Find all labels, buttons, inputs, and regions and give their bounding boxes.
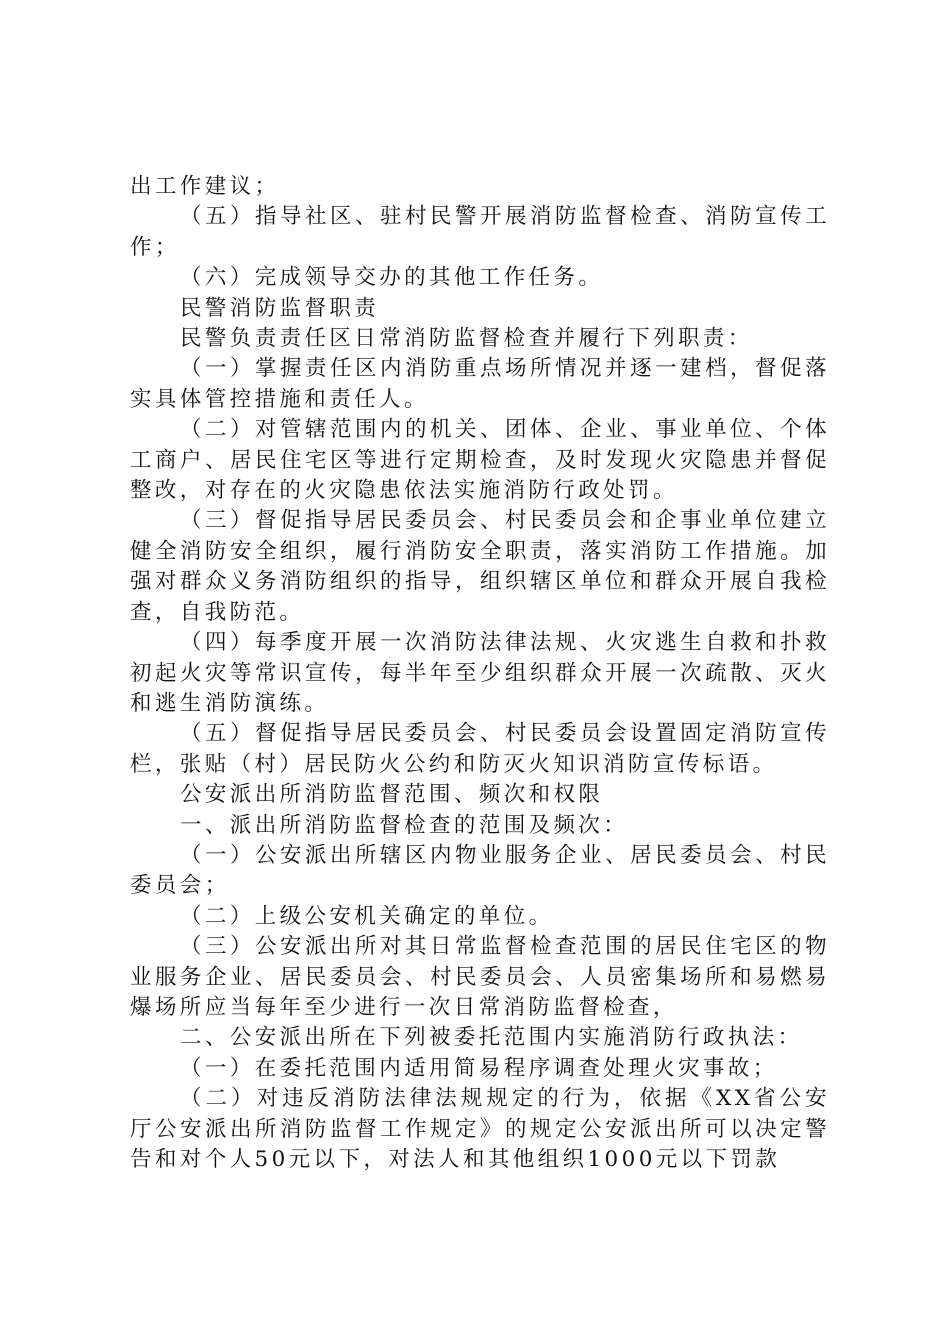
paragraph-12: 一、派出所消防监督检查的范围及频次：	[180, 812, 629, 838]
paragraph-16: 二、公安派出所在下列被委托范围内实施消防行政执法：	[180, 1025, 803, 1051]
paragraph-8: （三）督促指导居民委员会、村民委员会和企事业单位建立健全消防安全组织，履行消防安全职责，落实消防工作措施。加强对群众义务消防组织的指导，组织辖区单位和群众开展自我检查，自我防范。	[130, 508, 830, 625]
paragraph-9: （四）每季度开展一次消防法律法规、火灾逃生自救和扑救初起火灾等常识宣传，每半年至少组织群众开展一次疏散、灭火和逃生消防演练。	[130, 630, 830, 716]
document-page	[130, 172, 830, 1175]
paragraph-7: （二）对管辖范围内的机关、团体、企业、事业单位、个体工商户、居民住宅区等进行定期检查，及时发现火灾隐患并督促整改，对存在的火灾隐患依法实施消防行政处罚。	[130, 417, 830, 504]
paragraph-6: （一）掌握责任区内消防重点场所情况并逐一建档，督促落实具体管控措施和责任人。	[130, 356, 830, 412]
paragraph-10: （五）督促指导居民委员会、村民委员会设置固定消防宣传栏，张贴（村）居民防火公约和防灭火知识消防宣传标语。	[130, 721, 830, 777]
section-heading-police-duties: 民警消防监督职责	[180, 295, 380, 321]
paragraph-18: （二）对违反消防法律法规规定的行为，依据《XX省公安厅公安派出所消防监督工作规定》的规定公安派出所可以决定警告和对个人50元以下，对法人和其他组织1000元以下罚款	[130, 1086, 830, 1172]
paragraph-3: （六）完成领导交办的其他工作任务。	[180, 265, 604, 291]
paragraph-13: （一）公安派出所辖区内物业服务企业、居民委员会、村民委员会；	[130, 842, 830, 899]
paragraph-14: （二）上级公安机关确定的单位。	[180, 903, 554, 929]
paragraph-15: （三）公安派出所对其日常监督检查范围的居民住宅区的物业服务企业、居民委员会、村民委员会、人员密集场所和易燃易爆场所应当每年至少进行一次日常消防监督检查，	[130, 934, 830, 1020]
paragraph-1: 出工作建议；	[130, 174, 280, 199]
section-heading-station-scope: 公安派出所消防监督范围、频次和权限	[180, 782, 604, 808]
paragraph-2: （五）指导社区、驻村民警开展消防监督检查、消防宣传工作；	[130, 204, 830, 260]
paragraph-5: 民警负责责任区日常消防监督检查并履行下列职责：	[180, 326, 753, 352]
paragraph-17: （一）在委托范围内适用简易程序调查处理火灾事故；	[180, 1055, 778, 1081]
